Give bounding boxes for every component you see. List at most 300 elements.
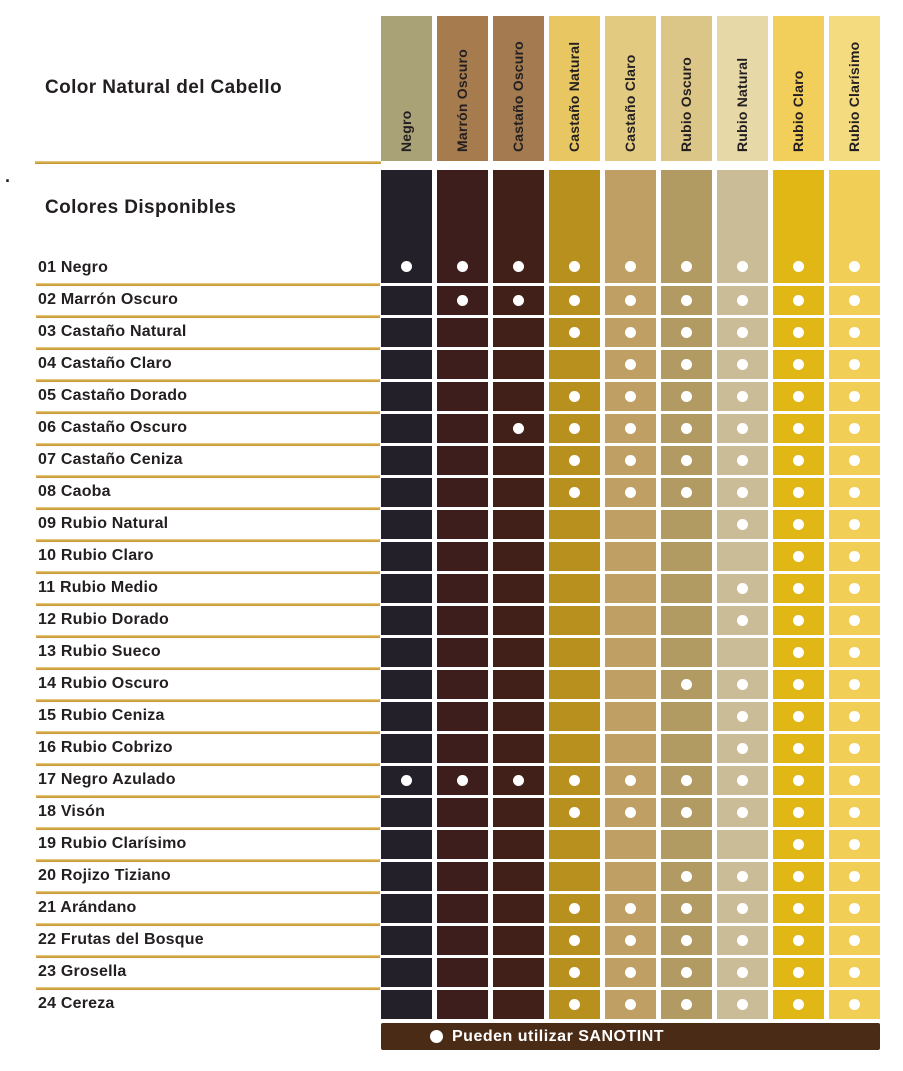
- matrix-cell: [549, 350, 600, 379]
- compat-dot-icon: [849, 679, 860, 690]
- matrix-cell: [661, 350, 712, 379]
- compat-dot-icon: [793, 711, 804, 722]
- matrix-cell: [605, 670, 656, 699]
- row-label-24-cereza: 24 Cereza: [38, 995, 115, 1012]
- matrix-cell: [493, 414, 544, 443]
- compat-dot-icon: [681, 967, 692, 978]
- compat-dot-icon: [737, 487, 748, 498]
- compat-dot-icon: [793, 487, 804, 498]
- matrix-cell: [717, 734, 768, 763]
- compat-dot-icon: [737, 423, 748, 434]
- matrix-cell: [829, 382, 880, 411]
- matrix-cell: [549, 894, 600, 923]
- compat-dot-icon: [401, 261, 412, 272]
- matrix-cell: [717, 574, 768, 603]
- compat-dot-icon: [625, 775, 636, 786]
- compat-dot-icon: [625, 261, 636, 272]
- matrix-cell: [773, 798, 824, 827]
- compat-dot-icon: [793, 903, 804, 914]
- compat-dot-icon: [793, 295, 804, 306]
- compat-dot-icon: [513, 295, 524, 306]
- matrix-cell: [549, 958, 600, 987]
- matrix-cell: [605, 958, 656, 987]
- matrix-cell: [829, 894, 880, 923]
- matrix-cell: [381, 670, 432, 699]
- compat-dot-icon: [569, 455, 580, 466]
- matrix-cell: [661, 862, 712, 891]
- compat-dot-icon: [569, 807, 580, 818]
- compat-dot-icon: [625, 359, 636, 370]
- compat-dot-icon: [681, 295, 692, 306]
- matrix-cell: [437, 830, 488, 859]
- column-header-label: Rubio Natural: [734, 57, 750, 152]
- matrix-cell: [773, 286, 824, 315]
- row-label-09-rubio-natural: 09 Rubio Natural: [38, 515, 169, 532]
- compat-dot-icon: [625, 807, 636, 818]
- matrix-cell: [381, 414, 432, 443]
- matrix-cell: [829, 318, 880, 347]
- column-header-negro: [381, 16, 432, 161]
- matrix-cell: [549, 638, 600, 667]
- matrix-cell: [437, 702, 488, 731]
- matrix-cell: [381, 510, 432, 539]
- matrix-cell: [661, 670, 712, 699]
- matrix-cell: [661, 638, 712, 667]
- row-underline: [36, 859, 380, 862]
- section-subtitle: Colores Disponibles: [45, 197, 237, 218]
- matrix-cell: [829, 350, 880, 379]
- column-header-label: Marrón Oscuro: [454, 49, 470, 152]
- matrix-cell: [717, 446, 768, 475]
- matrix-cell: [549, 990, 600, 1019]
- compat-dot-icon: [793, 359, 804, 370]
- row-label-19-rubio-clarisimo: 19 Rubio Clarísimo: [38, 835, 187, 852]
- row-label-22-frutas-del-bosque: 22 Frutas del Bosque: [38, 931, 204, 948]
- matrix-cell: [549, 734, 600, 763]
- row-underline: [36, 731, 380, 734]
- matrix-cell: [773, 958, 824, 987]
- compat-dot-icon: [793, 743, 804, 754]
- compat-dot-icon: [737, 615, 748, 626]
- matrix-cell: [493, 638, 544, 667]
- matrix-cell: [549, 286, 600, 315]
- matrix-cell: [549, 542, 600, 571]
- matrix-cell: [381, 990, 432, 1019]
- matrix-cell: [661, 990, 712, 1019]
- matrix-cell: [549, 446, 600, 475]
- row-label-11-rubio-medio: 11 Rubio Medio: [38, 579, 159, 596]
- matrix-cell: [717, 766, 768, 795]
- matrix-cell: [381, 286, 432, 315]
- matrix-cell: [717, 170, 768, 283]
- matrix-cell: [493, 446, 544, 475]
- row-label-20-rojizo-tiziano: 20 Rojizo Tiziano: [38, 867, 171, 884]
- matrix-cell: [381, 606, 432, 635]
- compat-dot-icon: [401, 775, 412, 786]
- compat-dot-icon: [569, 327, 580, 338]
- matrix-cell: [437, 510, 488, 539]
- matrix-cell: [381, 830, 432, 859]
- compat-dot-icon: [849, 903, 860, 914]
- compat-dot-icon: [849, 583, 860, 594]
- matrix-cell: [493, 766, 544, 795]
- matrix-cell: [605, 542, 656, 571]
- column-header-rubio-clarisimo: [829, 16, 880, 161]
- row-underline: [36, 987, 380, 990]
- matrix-cell: [717, 894, 768, 923]
- matrix-cell: [829, 702, 880, 731]
- row-label-01-negro: 01 Negro: [38, 259, 109, 276]
- compat-dot-icon: [849, 839, 860, 850]
- compat-dot-icon: [849, 807, 860, 818]
- matrix-cell: [717, 542, 768, 571]
- compat-dot-icon: [849, 391, 860, 402]
- matrix-cell: [829, 542, 880, 571]
- matrix-cell: [605, 734, 656, 763]
- compat-dot-icon: [569, 775, 580, 786]
- matrix-cell: [493, 830, 544, 859]
- compat-dot-icon: [737, 999, 748, 1010]
- matrix-cell: [493, 510, 544, 539]
- legend-dot-icon: [430, 1030, 443, 1043]
- matrix-cell: [717, 318, 768, 347]
- compat-dot-icon: [681, 903, 692, 914]
- compat-dot-icon: [681, 261, 692, 272]
- matrix-cell: [381, 446, 432, 475]
- matrix-cell: [605, 606, 656, 635]
- matrix-cell: [437, 318, 488, 347]
- matrix-cell: [549, 670, 600, 699]
- row-label-10-rubio-claro: 10 Rubio Claro: [38, 547, 154, 564]
- compat-dot-icon: [793, 519, 804, 530]
- compat-dot-icon: [737, 775, 748, 786]
- row-underline: [36, 571, 380, 574]
- compat-dot-icon: [793, 967, 804, 978]
- matrix-cell: [493, 542, 544, 571]
- matrix-cell: [437, 574, 488, 603]
- matrix-cell: [605, 702, 656, 731]
- matrix-cell: [605, 766, 656, 795]
- compat-dot-icon: [681, 935, 692, 946]
- row-label-07-castano-ceniza: 07 Castaño Ceniza: [38, 451, 183, 468]
- matrix-cell: [381, 170, 432, 283]
- matrix-cell: [437, 734, 488, 763]
- compat-dot-icon: [625, 999, 636, 1010]
- matrix-cell: [661, 446, 712, 475]
- title-divider-line: [35, 161, 381, 164]
- matrix-cell: [605, 382, 656, 411]
- matrix-cell: [549, 478, 600, 507]
- row-underline: [36, 283, 380, 286]
- matrix-cell: [829, 574, 880, 603]
- matrix-cell: [549, 414, 600, 443]
- compat-dot-icon: [457, 261, 468, 272]
- compat-dot-icon: [849, 423, 860, 434]
- matrix-cell: [773, 670, 824, 699]
- matrix-cell: [437, 382, 488, 411]
- compat-dot-icon: [793, 455, 804, 466]
- matrix-cell: [381, 734, 432, 763]
- compat-dot-icon: [625, 391, 636, 402]
- row-underline: [36, 507, 380, 510]
- compat-dot-icon: [569, 391, 580, 402]
- row-underline: [36, 603, 380, 606]
- compat-dot-icon: [849, 551, 860, 562]
- compat-dot-icon: [681, 327, 692, 338]
- compat-dot-icon: [793, 391, 804, 402]
- row-label-18-vison: 18 Visón: [38, 803, 106, 820]
- compat-dot-icon: [681, 871, 692, 882]
- row-label-03-castano-natural: 03 Castaño Natural: [38, 323, 187, 340]
- compat-dot-icon: [793, 935, 804, 946]
- row-label-17-negro-azulado: 17 Negro Azulado: [38, 771, 176, 788]
- row-underline: [36, 827, 380, 830]
- matrix-cell: [773, 926, 824, 955]
- matrix-cell: [829, 926, 880, 955]
- compat-dot-icon: [737, 583, 748, 594]
- compat-dot-icon: [737, 711, 748, 722]
- matrix-cell: [829, 478, 880, 507]
- compat-dot-icon: [849, 615, 860, 626]
- matrix-cell: [493, 926, 544, 955]
- compat-dot-icon: [457, 295, 468, 306]
- matrix-cell: [381, 862, 432, 891]
- compat-dot-icon: [849, 455, 860, 466]
- matrix-cell: [661, 382, 712, 411]
- column-header-rubio-natural: [717, 16, 768, 161]
- matrix-cell: [661, 734, 712, 763]
- compat-dot-icon: [793, 807, 804, 818]
- matrix-cell: [437, 286, 488, 315]
- compat-dot-icon: [569, 295, 580, 306]
- matrix-cell: [437, 446, 488, 475]
- matrix-cell: [437, 350, 488, 379]
- matrix-cell: [717, 414, 768, 443]
- matrix-cell: [717, 926, 768, 955]
- compat-dot-icon: [793, 423, 804, 434]
- compat-dot-icon: [793, 679, 804, 690]
- row-underline: [36, 699, 380, 702]
- matrix-cell: [381, 318, 432, 347]
- compat-dot-icon: [737, 807, 748, 818]
- row-underline: [36, 635, 380, 638]
- matrix-cell: [773, 734, 824, 763]
- row-label-02-marron-oscuro: 02 Marrón Oscuro: [38, 291, 179, 308]
- column-header-label: Rubio Claro: [790, 70, 806, 152]
- matrix-cell: [605, 478, 656, 507]
- row-underline: [36, 411, 380, 414]
- row-label-16-rubio-cobrizo: 16 Rubio Cobrizo: [38, 739, 173, 756]
- matrix-cell: [605, 862, 656, 891]
- compat-dot-icon: [737, 391, 748, 402]
- matrix-cell: [773, 382, 824, 411]
- matrix-cell: [605, 286, 656, 315]
- compat-dot-icon: [849, 261, 860, 272]
- column-header-marron-oscuro: [437, 16, 488, 161]
- matrix-cell: [773, 170, 824, 283]
- compatibility-matrix: [381, 170, 880, 1019]
- column-header-label: Rubio Clarísimo: [846, 41, 862, 152]
- matrix-cell: [717, 798, 768, 827]
- matrix-cell: [381, 798, 432, 827]
- matrix-cell: [829, 446, 880, 475]
- matrix-cell: [549, 926, 600, 955]
- matrix-cell: [493, 318, 544, 347]
- matrix-cell: [661, 286, 712, 315]
- column-header-label: Castaño Claro: [622, 54, 638, 152]
- compat-dot-icon: [737, 359, 748, 370]
- row-underline: [36, 795, 380, 798]
- matrix-cell: [829, 766, 880, 795]
- matrix-cell: [549, 382, 600, 411]
- matrix-cell: [717, 702, 768, 731]
- matrix-cell: [829, 510, 880, 539]
- matrix-cell: [381, 574, 432, 603]
- matrix-cell: [829, 734, 880, 763]
- compat-dot-icon: [737, 327, 748, 338]
- matrix-cell: [437, 798, 488, 827]
- page-title: Color Natural del Cabello: [45, 77, 282, 98]
- matrix-cell: [605, 638, 656, 667]
- compat-dot-icon: [681, 423, 692, 434]
- compat-dot-icon: [737, 679, 748, 690]
- compat-dot-icon: [569, 903, 580, 914]
- matrix-cell: [437, 606, 488, 635]
- compat-dot-icon: [513, 261, 524, 272]
- matrix-cell: [549, 798, 600, 827]
- compat-dot-icon: [737, 903, 748, 914]
- matrix-cell: [829, 830, 880, 859]
- matrix-cell: [493, 798, 544, 827]
- matrix-cell: [549, 510, 600, 539]
- matrix-cell: [773, 478, 824, 507]
- matrix-cell: [661, 318, 712, 347]
- matrix-cell: [661, 574, 712, 603]
- compat-dot-icon: [849, 647, 860, 658]
- compat-dot-icon: [737, 261, 748, 272]
- compat-dot-icon: [513, 423, 524, 434]
- matrix-cell: [493, 990, 544, 1019]
- matrix-cell: [437, 862, 488, 891]
- matrix-cell: [605, 510, 656, 539]
- row-underline: [36, 923, 380, 926]
- compat-dot-icon: [737, 935, 748, 946]
- matrix-cell: [773, 574, 824, 603]
- matrix-cell: [829, 414, 880, 443]
- matrix-cell: [717, 286, 768, 315]
- matrix-cell: [437, 766, 488, 795]
- matrix-cell: [381, 926, 432, 955]
- matrix-cell: [437, 638, 488, 667]
- compat-dot-icon: [737, 519, 748, 530]
- row-label-23-grosella: 23 Grosella: [38, 963, 127, 980]
- matrix-cell: [493, 734, 544, 763]
- matrix-cell: [605, 894, 656, 923]
- compat-dot-icon: [849, 359, 860, 370]
- matrix-cell: [717, 606, 768, 635]
- legend-label: Pueden utilizar SANOTINT: [452, 1027, 665, 1045]
- compat-dot-icon: [737, 871, 748, 882]
- compat-dot-icon: [625, 967, 636, 978]
- matrix-cell: [493, 382, 544, 411]
- compat-dot-icon: [737, 295, 748, 306]
- matrix-cell: [549, 862, 600, 891]
- matrix-cell: [381, 350, 432, 379]
- row-label-15-rubio-ceniza: 15 Rubio Ceniza: [38, 707, 165, 724]
- matrix-cell: [717, 382, 768, 411]
- compat-dot-icon: [569, 487, 580, 498]
- matrix-cell: [381, 766, 432, 795]
- matrix-cell: [661, 798, 712, 827]
- compat-dot-icon: [681, 487, 692, 498]
- matrix-cell: [605, 446, 656, 475]
- matrix-cell: [661, 702, 712, 731]
- matrix-cell: [493, 958, 544, 987]
- matrix-cell: [437, 990, 488, 1019]
- column-header-castano-oscuro: [493, 16, 544, 161]
- matrix-cell: [829, 638, 880, 667]
- compat-dot-icon: [737, 455, 748, 466]
- matrix-cell: [717, 670, 768, 699]
- compat-dot-icon: [681, 455, 692, 466]
- compat-dot-icon: [793, 999, 804, 1010]
- matrix-cell: [605, 990, 656, 1019]
- compat-dot-icon: [849, 743, 860, 754]
- matrix-cell: [437, 894, 488, 923]
- matrix-cell: [549, 766, 600, 795]
- compat-dot-icon: [569, 935, 580, 946]
- matrix-cell: [773, 446, 824, 475]
- matrix-cell: [493, 606, 544, 635]
- matrix-cell: [437, 542, 488, 571]
- matrix-cell: [773, 830, 824, 859]
- matrix-cell: [605, 798, 656, 827]
- matrix-cell: [661, 542, 712, 571]
- matrix-cell: [661, 926, 712, 955]
- compat-dot-icon: [849, 487, 860, 498]
- matrix-cell: [381, 702, 432, 731]
- matrix-cell: [773, 702, 824, 731]
- compat-dot-icon: [681, 679, 692, 690]
- matrix-cell: [381, 638, 432, 667]
- matrix-cell: [437, 926, 488, 955]
- matrix-cell: [717, 830, 768, 859]
- column-header-castano-natural: [549, 16, 600, 161]
- column-header-rubio-claro: [773, 16, 824, 161]
- row-underline: [36, 315, 380, 318]
- matrix-cell: [717, 638, 768, 667]
- column-header-label: Castaño Natural: [566, 41, 582, 152]
- compat-dot-icon: [849, 935, 860, 946]
- compat-dot-icon: [569, 261, 580, 272]
- matrix-cell: [437, 958, 488, 987]
- compat-dot-icon: [681, 999, 692, 1010]
- matrix-cell: [605, 318, 656, 347]
- matrix-cell: [381, 958, 432, 987]
- row-underline: [36, 443, 380, 446]
- matrix-cell: [381, 382, 432, 411]
- compat-dot-icon: [457, 775, 468, 786]
- row-label-14-rubio-oscuro: 14 Rubio Oscuro: [38, 675, 170, 692]
- matrix-cell: [829, 862, 880, 891]
- row-underline: [36, 475, 380, 478]
- matrix-cell: [661, 830, 712, 859]
- matrix-cell: [661, 414, 712, 443]
- compat-dot-icon: [793, 583, 804, 594]
- matrix-cell: [773, 862, 824, 891]
- matrix-cell: [773, 606, 824, 635]
- matrix-cell: [661, 766, 712, 795]
